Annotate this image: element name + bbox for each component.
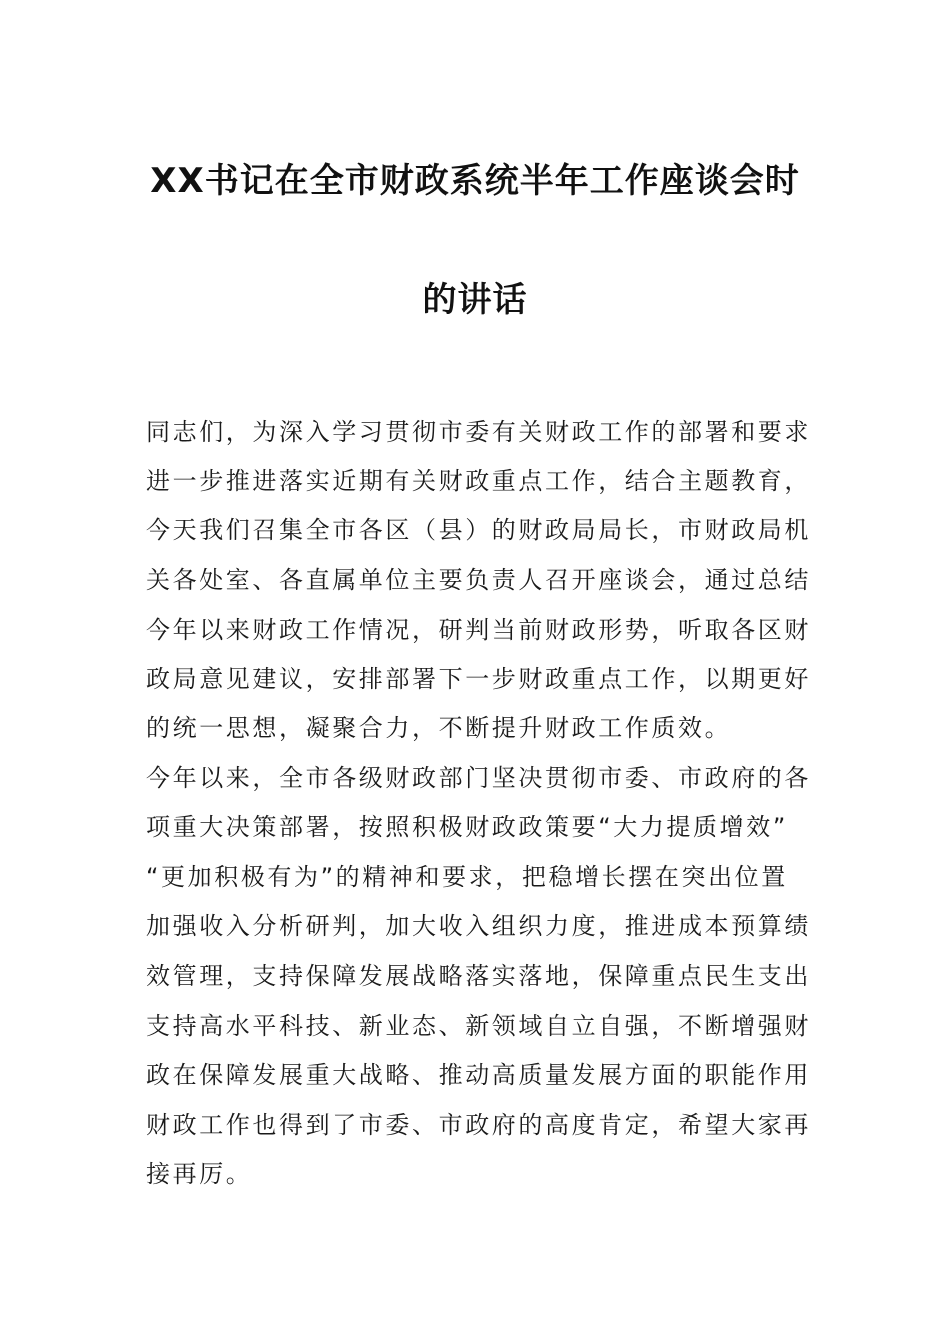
paragraph-2-line: 支持高水平科技、新业态、新领域自立自强，不断增强财	[146, 1012, 811, 1040]
paragraph-2-line: 接再厉。	[146, 1160, 253, 1188]
paragraph-1-line: 政局意见建议，安排部署下一步财政重点工作，以期更好	[146, 665, 811, 693]
paragraph-1-line: 同志们，为深入学习贯彻市委有关财政工作的部署和要求	[146, 418, 811, 446]
paragraph-2-line: 财政工作也得到了市委、市政府的高度肯定，希望大家再	[146, 1111, 811, 1139]
document-title-line-2: 的讲话	[422, 280, 528, 320]
paragraph-1-line: 关各处室、各直属单位主要负责人召开座谈会，通过总结	[146, 566, 811, 594]
paragraph-2-line: 政在保障发展重大战略、推动高质量发展方面的职能作用	[146, 1061, 811, 1089]
paragraph-1-line: 今天我们召集全市各区（县）的财政局局长，市财政局机	[146, 516, 811, 544]
paragraph-2-line: 今年以来，全市各级财政部门坚决贯彻市委、市政府的各	[146, 764, 811, 792]
paragraph-1-line: 进一步推进落实近期有关财政重点工作，结合主题教育，	[146, 467, 811, 495]
paragraph-1-line: 今年以来财政工作情况，研判当前财政形势，听取各区财	[146, 616, 811, 644]
paragraph-2-line: “更加积极有为”的精神和要求，把稳增长摆在突出位置	[146, 863, 788, 891]
document-title-line-1: XX书记在全市财政系统半年工作座谈会时	[150, 161, 800, 201]
paragraph-2-line: 加强收入分析研判，加大收入组织力度，推进成本预算绩	[146, 912, 811, 940]
paragraph-2-line: 项重大决策部署，按照积极财政政策要“大力提质增效”	[146, 813, 788, 841]
paragraph-1-line: 的统一思想，凝聚合力，不断提升财政工作质效。	[146, 714, 732, 742]
paragraph-2-line: 效管理，支持保障发展战略落实落地，保障重点民生支出	[146, 962, 811, 990]
